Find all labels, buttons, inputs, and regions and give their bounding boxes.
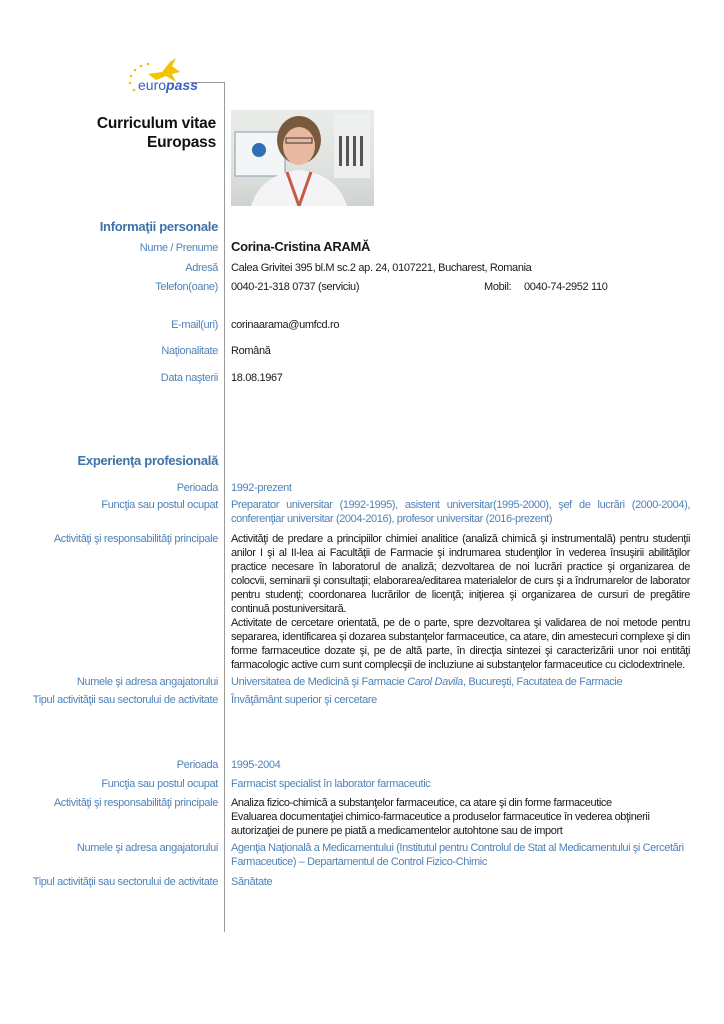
full-name: Corina-Cristina ARAMĂ — [231, 239, 371, 254]
activities-label: Activităţi şi responsabilităţi principale — [53, 797, 218, 809]
phone-value: 0040-21-318 0737 (serviciu) — [231, 281, 360, 293]
email-value[interactable]: corinaarama@umfcd.ro — [231, 319, 340, 331]
employer-label: Numele şi adresa angajatorului — [76, 676, 218, 688]
birth-value: 18.08.1967 — [231, 372, 283, 384]
employer-location: , Bucureşti, Facutatea de Farmacie — [462, 676, 623, 688]
employer-value: Agenţia Naţională a Medicamentului (Institutul pentru Controlul de Stat al Medicamentului şi Cercetări Farmaceutice) – Departamentul de Control Fizico-Chimic — [231, 842, 684, 868]
position-value: Preparator universitar (1992-1995), asistent universitar(1995-2000), şef de lucrări (2000-2004), conferenţiar universitar (2004-2016), profesor universitar (2016-prezent) — [231, 499, 690, 525]
employer-label: Numele şi adresa angajatorului — [76, 842, 218, 854]
activities-label: Activităţi şi responsabilităţi principale — [53, 533, 218, 545]
employer-value — [231, 675, 622, 689]
position-label: Funcţia sau postul ocupat — [101, 778, 218, 790]
address-label: Adresă — [185, 262, 218, 274]
title-line-2: Europass — [146, 134, 216, 151]
position-value: Farmacist specialist în laborator farmaceutic — [231, 778, 431, 790]
period-label: Perioada — [176, 759, 218, 771]
sector-value: Sănătate — [231, 876, 273, 888]
employer-name-part: Universitatea de Medicină şi Farmacie — [231, 676, 408, 688]
period-value: 1995-2004 — [231, 759, 281, 771]
period-value: 1992-prezent — [231, 482, 292, 494]
name-label: Nume / Prenume — [139, 242, 218, 254]
activities-evaluation: Evaluarea documentaţiei chimico-farmaceutice a produselor farmaceutice în vederea obţinerii autorizaţiei de punere pe piată a medicamentelor autohtone sau de import — [231, 811, 650, 837]
logo-text: europass — [138, 77, 198, 93]
activities-teaching: Activităţi de predare a principiilor chimiei analitice (analiză chimică şi instrumentală) pentru studenţii anilor I şi al II-lea ai Facultăţii de Farmacie şi indrumarea studenţilor în vederea însuşirii abilităţilor practice necesare în laboratorul de analiză; dezvoltarea de noi lucrări practice şi organizarea de colocvii, seminarii şi consultaţii; elaborarea/editarea materialelor de curs şi a îndrumarelor de laborator pentru studenţi; coordonarea lucrărilor de licenţă; iniţierea şi organizarea de cursuri de pregătire continuă postuniversitară. — [231, 533, 690, 615]
sector-label: Tipul activităţii sau sectorului de activitate — [32, 876, 218, 888]
europass-logo — [120, 50, 200, 100]
profile-photo — [231, 110, 374, 206]
mobile-value: 0040-74-2952 110 — [524, 281, 608, 293]
email-label: E-mail(uri) — [171, 319, 218, 331]
section-heading-experience: Experienţa profesională — [77, 453, 218, 468]
employer-name-italic: Carol Davila — [407, 676, 463, 688]
birth-label: Data naşterii — [160, 372, 218, 384]
section-heading-personal: Informaţii personale — [99, 219, 218, 234]
period-label: Perioada — [176, 482, 218, 494]
nationality-label: Naţionalitate — [161, 345, 218, 357]
address-value: Calea Grivitei 395 bl.M sc.2 ap. 24, 0107221, Bucharest, Romania — [231, 262, 532, 274]
sector-value: Învăţământ superior şi cercetare — [231, 694, 377, 706]
position-label: Funcţia sau postul ocupat — [101, 499, 218, 511]
activities-analysis: Analiza fizico-chimică a substanţelor farmaceutice, ca atare şi din forme farmaceutice — [231, 797, 612, 809]
nationality-value: Română — [231, 345, 271, 357]
mobile-label: Mobil: — [484, 281, 512, 293]
sector-label: Tipul activităţii sau sectorului de activitate — [32, 694, 218, 706]
phone-label: Telefon(oane) — [155, 281, 218, 293]
activities-research: Activitate de cercetare orientată, pe de o parte, spre dezvoltarea şi validarea de noi metode pentru separarea, identificarea şi dozarea substanţelor farmaceutice, ca atare, din amestecuri complexe şi din forme farmaceutice dozate şi, pe de altă parte, în direcţia sintezei şi caracterizării unor noi entităţi farmacologic active cum sunt complecşii de incluziune ai substanţelor farmaceutice cu ciclodextrinele. — [231, 617, 690, 671]
document-title — [97, 114, 216, 152]
title-line-1: Curriculum vitae — [96, 115, 216, 132]
column-divider — [224, 82, 225, 932]
